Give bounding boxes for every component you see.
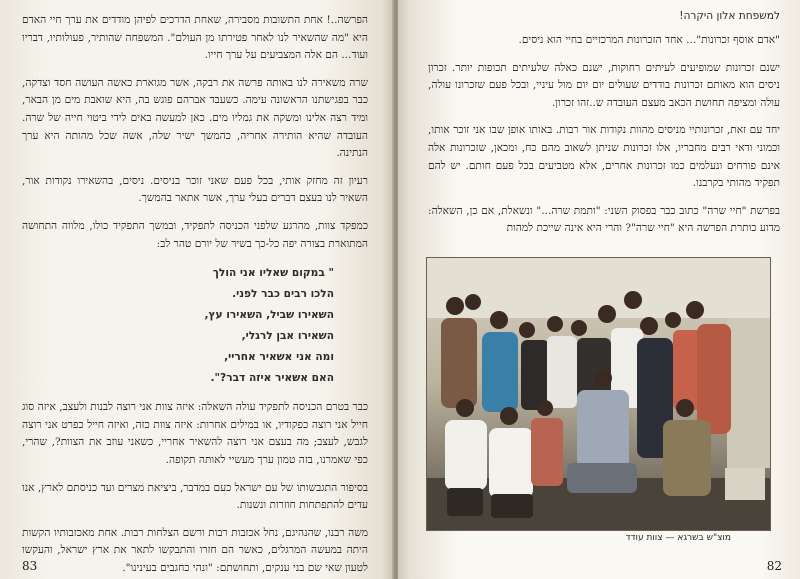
- poem: [22, 263, 368, 389]
- paragraph: יחד עם זאת, זכרונותיי מניסים מהוות נקודות אור רבות. באותו אופן שבו אני זוכר אותו, וכמוני ודאי רבים מחבריו, אלו זכרונות שניתן לשאוב מהם כח, ומכאן, שזכרונות אלה אינם פורחים ונעלמים כמו זכרונות אחרים, אלא מטביעים בכל פעם חותם. יש להם תפקיד מהותי בקרבנו.: [428, 124, 781, 190]
- group-photo-image: [426, 257, 771, 531]
- poem-line: " במקום שאליו אני הולך: [212, 267, 334, 280]
- greeting: למשפחת אלון היקרה!: [679, 10, 780, 22]
- page-number: 83: [22, 559, 38, 573]
- paragraph: ישנם זכרונות שמופיעים לעיתים רחוקות, ישנם כאלה שלעיתים תכופות יותר. זכרון ניסים הוא מאותם זכרונות בודדים שעולים יום יום מול עיניי, ובכל פעם שזכרונו עולה, עולה ומציפה תחושת הכאב מעצם העובדה ש..זהו זכרון.: [428, 61, 780, 109]
- paragraph: משה רבנו, שהנהיגם, נחל אכזבות רבות ורשם הצלחות רבות. אחת מאכזבותיו הקשות היתה במעשה המרגלים, כאשר הם חזרו והתבקשו לתאר את ארץ ישראל, והעקשו לטעון שאי שם בני ענקים, ותחושתם: "ונהי כחגבים בעינינו".: [22, 526, 368, 574]
- page-number: 82: [766, 559, 782, 573]
- photo-caption: מוצ"ש בשרגא — צוות עודד: [625, 533, 731, 543]
- poem-line: השאירו שביל, השאירו עץ,: [204, 309, 334, 322]
- paragraph: בסיפור התגבשותו של עם ישראל כעם במדבר, ביציאת מצרים ועד כניסתם לארץ, אנו עדים להתפתחות חוזרות ונשנות.: [22, 481, 368, 512]
- paragraph: רעיון זה מחזק אותי, בכל פעם שאני זוכר בניסים. ניסים, בהשאירו נקודות אור, השאיר לנו בעצם דברים בעלי ערך, אשר אתאר בהמשך.: [22, 174, 368, 205]
- poem-line: השאירו אבן לרגלי,: [241, 330, 334, 343]
- right-page: [398, 0, 800, 579]
- poem-line: האם אשאיר איזה דבר?".: [210, 372, 334, 385]
- paragraph: "אדם אוסף זכרונות"... אחד הזכרונות המרכזיים בחיי הוא ניסים.: [518, 34, 780, 46]
- left-page: [0, 0, 394, 579]
- poem-line: הלכו רבים כבר לפני.: [232, 288, 334, 301]
- paragraph: הפרשה..! אחת התשובות מסבירה, שאחת הדרכים לפיהן מודדים את ערך חיי האדם היא "מה שהשאיר לנו לאחר פטירתו מן העולם". המשפחה שהותיר, פעולותיו, דבריו ועוד... הם אלה המצביעים על ערך חייו.: [22, 14, 368, 62]
- paragraph: כמפקד צוות, מהרגע שלפני הכניסה לתפקיד, ובמשך התפקיד כולו, מלווה התחושה המתוארת בצורה יפה כל-כך בשיר של יורם טהר לב:: [22, 219, 368, 250]
- poem-line: ומה אני אשאיר אחריי,: [224, 351, 334, 364]
- paragraph: שרה משאירה לנו באותה פרשה את רבקה, אשר מגוארת כאשה העושה חסד וצדקה, כבר בפגישתנו הראשונה עימה. כשעבד אברהם פוגש בה, היא שואבת מים מן הבאר, ומיד רצה אלינו ומשקה את גמליו מים. כאן למעשה באים לידי ביטוי חייה של שרה. העובדה שהיא הותירה אחריה, כהמשך ישיר שלה, אשה שכל מהותה היא ערך הנתינה.: [22, 76, 368, 160]
- group-photo: [428, 257, 771, 542]
- paragraph: כבר בטרם הכניסה לתפקיד עולה השאלה: איזה צוות אני רוצה לבנות ולעצב, איזה סוג חייל אני רוצה כפקודיו, או במילים אחרות: איזה צוות כזה, ואיזה חייל כפרט אני רוצה לגבש, לעצב; מה בעצם אני רוצה להשאיר אחריי, כשאני עוזב את הצוות?, שהרי, כפי שאמרנו, בזה טמון ערך מעשיי לאותה תקופה.: [22, 401, 368, 466]
- paragraph: בפרשת "חיי שרה" כתוב כבר בפסוק השני: "ותמת שרה..." ונשאלת, אם כן, השאלה: מדוע כותרת הפרשה היא "חיי שרה"? והרי היא אינה שייכת למהות: [428, 204, 780, 235]
